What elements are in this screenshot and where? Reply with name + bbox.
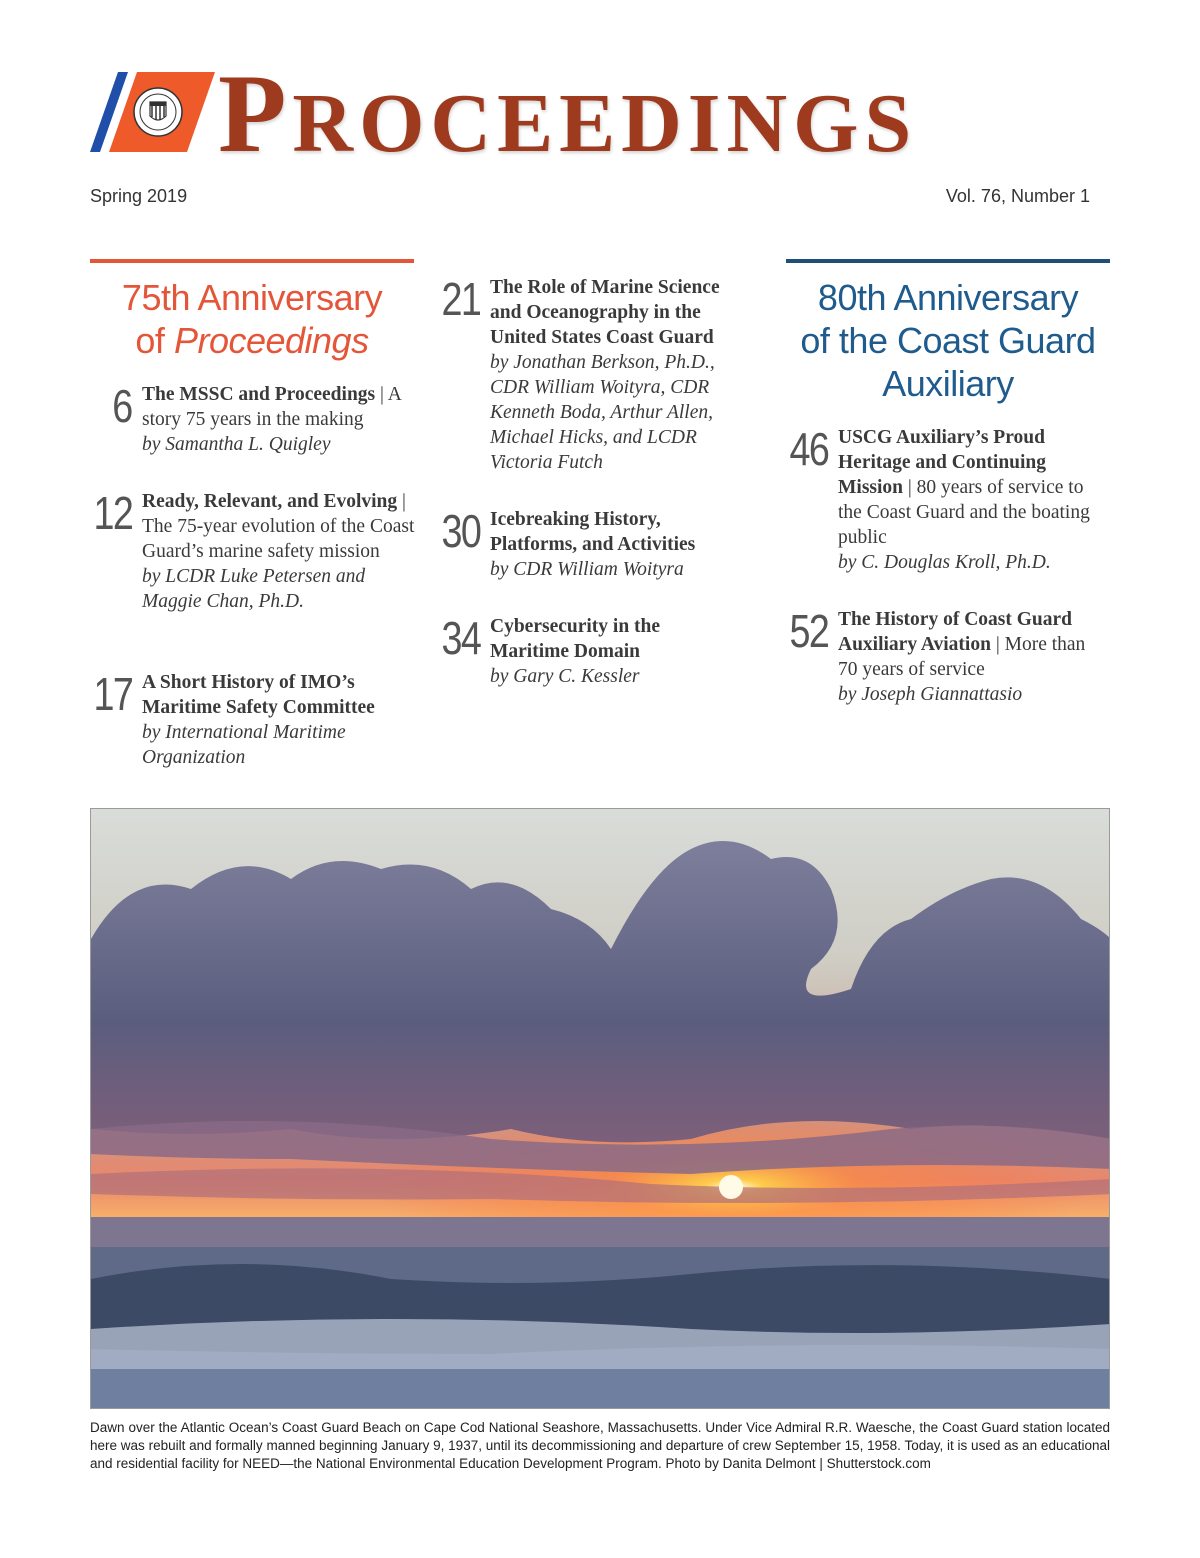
article-byline: by C. Douglas Kroll, Ph.D. — [838, 552, 1051, 573]
article-entry[interactable] — [789, 605, 1103, 707]
article-page-number: 21 — [441, 273, 480, 325]
photo-caption: Dawn over the Atlantic Ocean’s Coast Guard Beach on Cape Cod National Seashore, Massachusetts. Under Vice Admiral R.R. Waesche, the Coast Guard station located here was rebuilt and formally manned beginning January 9, 1937, until its decommissioning and departure of crew September 15, 1958. Today, it is used as an educational and residential facility for NEED—the National Environmental Education Development Program. Photo by Danita Delmont | Shutterstock.com — [90, 1420, 1110, 1471]
right-section-title-line1: 80th Anniversary — [817, 277, 1079, 318]
article-page-number: 34 — [441, 612, 480, 664]
right-section-title-line2: of the Coast Guard — [800, 320, 1096, 361]
article-title[interactable]: Ready, Relevant, and Evolving — [142, 491, 398, 512]
article-title[interactable]: Icebreaking History, Platforms, and Activities — [490, 509, 696, 555]
issue-volume: Vol. 76, Number 1 — [945, 186, 1090, 206]
article-byline: by LCDR Luke Petersen and Maggie Chan, Ph.D. — [142, 566, 366, 612]
left-section-title — [90, 276, 414, 362]
right-section-rule — [786, 259, 1110, 263]
article-title[interactable]: The Role of Marine Science and Oceanography in the United States Coast Guard — [490, 277, 720, 348]
article-byline: by Samantha L. Quigley — [142, 434, 331, 455]
left-section-title-italic: Proceedings — [173, 320, 369, 361]
article-title[interactable]: The MSSC and Proceedings — [142, 384, 376, 405]
article-subtitle: 80 years of service to the Coast Guard and the boating public — [838, 477, 1090, 548]
uscg-logo — [90, 72, 215, 152]
article-entry[interactable] — [441, 505, 740, 582]
article-entry[interactable] — [93, 668, 412, 770]
right-section-title-line3: Auxiliary — [882, 363, 1014, 404]
title-separator: | — [990, 634, 1005, 655]
article-title[interactable]: The History of Coast Guard Auxiliary Aviation — [838, 609, 1072, 655]
title-separator: | — [375, 384, 388, 405]
sunrise-photo — [90, 808, 1110, 1409]
article-page-number: 46 — [789, 423, 828, 475]
right-section-title — [786, 276, 1110, 405]
article-subtitle: More than 70 years of service — [838, 634, 1086, 680]
article-entry[interactable] — [789, 423, 1103, 575]
article-page-number: 30 — [441, 505, 480, 557]
article-subtitle: A story 75 years in the making — [142, 384, 401, 430]
article-title[interactable]: Cybersecurity in the Maritime Domain — [490, 616, 661, 662]
article-entry[interactable] — [93, 487, 422, 614]
article-title[interactable]: A Short History of IMO’s Maritime Safety Committee — [142, 672, 375, 718]
article-byline: by Jonathan Berkson, Ph.D., CDR William Woityra, CDR Kenneth Boda, Arthur Allen, Michael Hicks, and LCDR Victoria Futch — [490, 352, 715, 473]
article-entry[interactable] — [441, 273, 752, 475]
article-page-number: 17 — [93, 668, 132, 720]
article-byline: by Gary C. Kessler — [490, 666, 640, 687]
title-separator: | — [397, 491, 406, 512]
article-byline: by International Maritime Organization — [142, 722, 346, 768]
title-separator: | — [903, 477, 917, 498]
article-subtitle: The 75-year evolution of the Coast Guard’s marine safety mission — [142, 516, 415, 562]
masthead-rest: ROCEEDINGS — [292, 77, 918, 170]
article-byline: by CDR William Woityra — [490, 559, 684, 580]
left-section-rule — [90, 259, 414, 263]
issue-date: Spring 2019 — [90, 186, 188, 206]
article-entry[interactable] — [112, 380, 427, 457]
article-page-number: 6 — [112, 380, 132, 432]
article-title[interactable]: USCG Auxiliary’s Proud Heritage and Continuing Mission — [838, 427, 1047, 498]
article-page-number: 52 — [789, 605, 828, 657]
masthead-initial: P — [218, 52, 293, 176]
masthead-title — [218, 52, 918, 180]
article-entry[interactable] — [441, 612, 705, 689]
left-section-title-prefix: of — [135, 320, 174, 361]
article-byline: by Joseph Giannattasio — [838, 684, 1023, 705]
article-page-number: 12 — [93, 487, 132, 539]
left-section-title-line1: 75th Anniversary — [121, 277, 383, 318]
